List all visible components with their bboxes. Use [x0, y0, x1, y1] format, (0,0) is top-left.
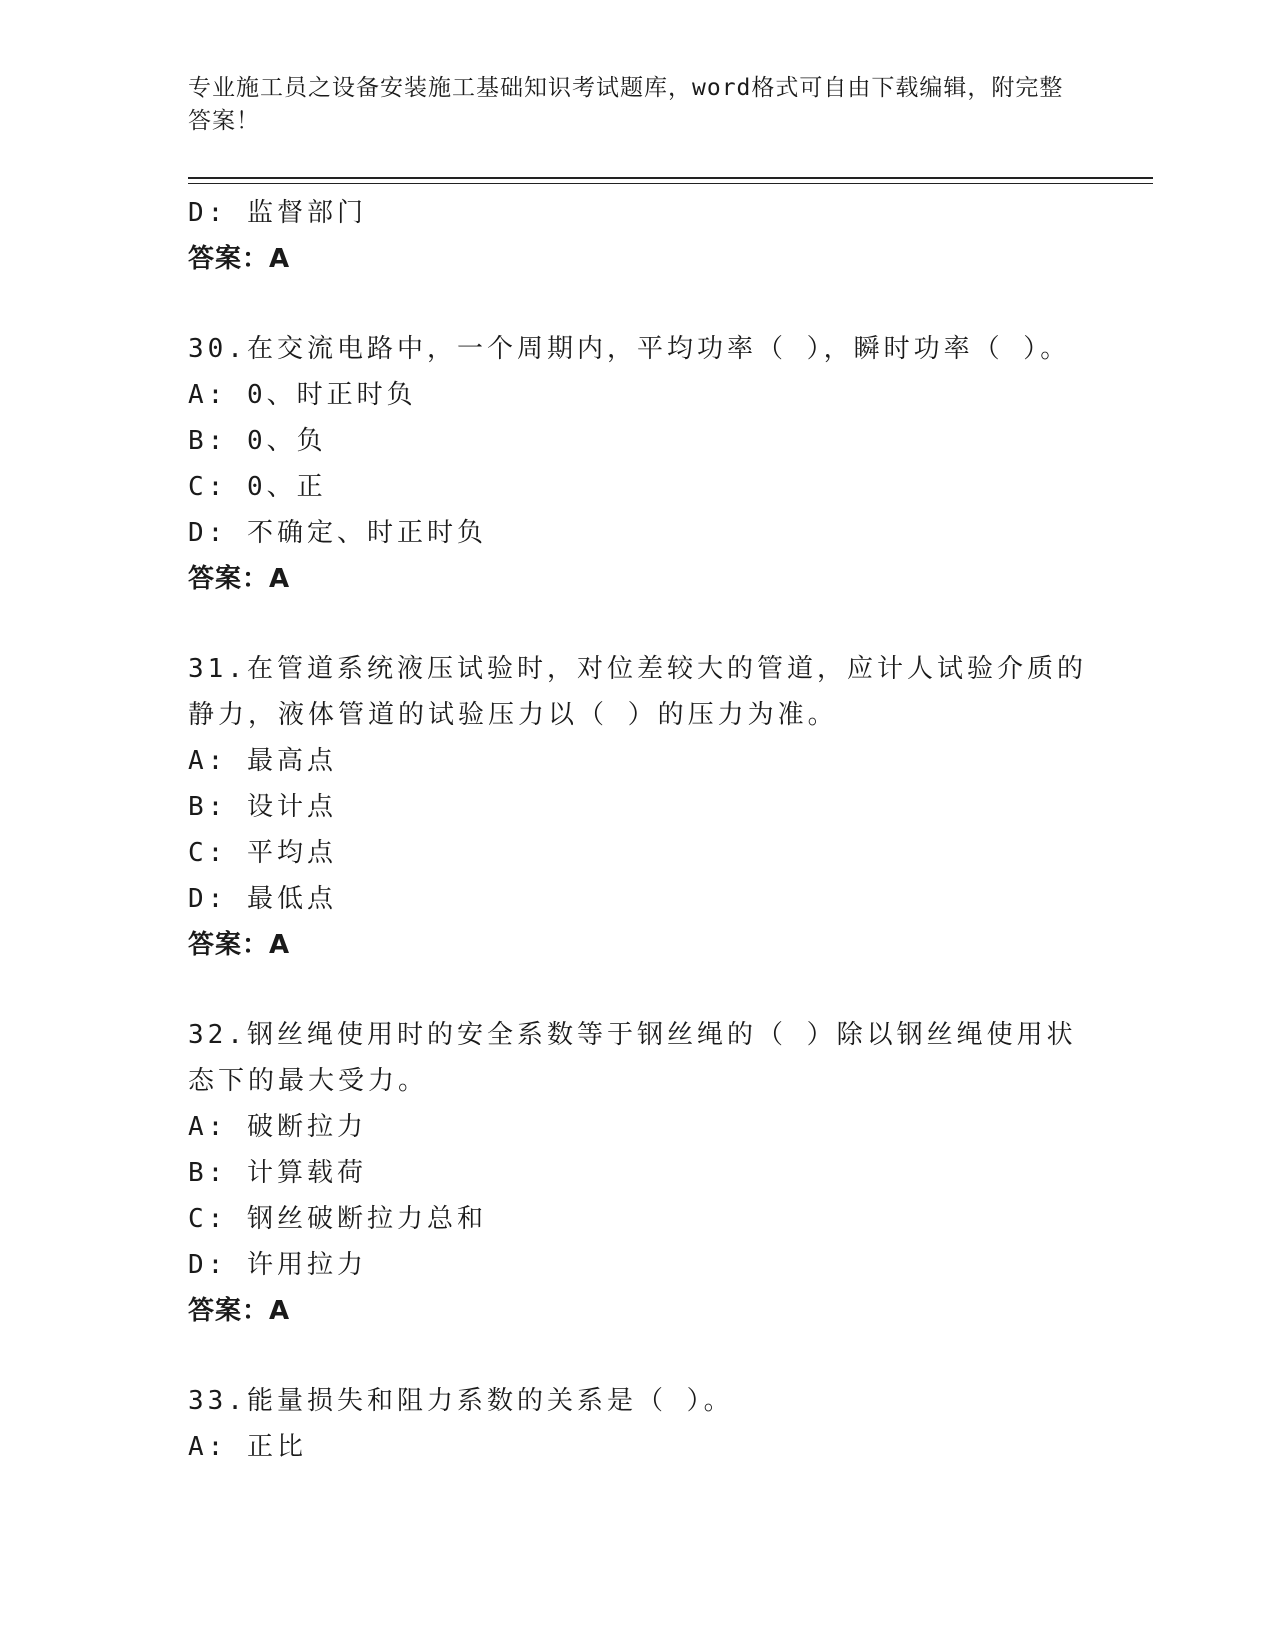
question-stem: 31.在管道系统液压试验时，对位差较大的管道，应计人试验介质的静力，液体管道的试验压力以（ ）的压力为准。 — [188, 654, 1087, 730]
option-b: B: 0、负 — [188, 426, 327, 456]
option-d: D: 最低点 — [188, 884, 337, 914]
option-d: D: 监督部门 — [188, 198, 367, 228]
header-rule-thick — [188, 177, 1153, 179]
option-d: D: 不确定、时正时负 — [188, 518, 487, 548]
option-b: B: 计算载荷 — [188, 1158, 367, 1188]
question-content — [188, 190, 1088, 1470]
option-b: B: 设计点 — [188, 792, 337, 822]
question-33 — [188, 1378, 1088, 1470]
answer: 答案：A — [188, 1296, 291, 1326]
question-stem: 33.能量损失和阻力系数的关系是（ ）。 — [188, 1386, 734, 1416]
question-stem: 30.在交流电路中，一个周期内，平均功率（ ），瞬时功率（ ）。 — [188, 334, 1071, 364]
option-d: D: 许用拉力 — [188, 1250, 367, 1280]
option-a: A: 破断拉力 — [188, 1112, 367, 1142]
question-stem: 32.钢丝绳使用时的安全系数等于钢丝绳的（ ）除以钢丝绳使用状态下的最大受力。 — [188, 1020, 1077, 1096]
option-a: A: 最高点 — [188, 746, 337, 776]
question-30 — [188, 326, 1088, 602]
header-rule-thin — [188, 183, 1153, 184]
option-a: A: 0、时正时负 — [188, 380, 417, 410]
question-31 — [188, 646, 1088, 968]
option-c: C: 钢丝破断拉力总和 — [188, 1204, 487, 1234]
document-header: 专业施工员之设备安装施工基础知识考试题库，word格式可自由下载编辑，附完整答案！ — [188, 75, 1064, 134]
option-a: A: 正比 — [188, 1432, 307, 1462]
spacer — [188, 968, 1088, 1012]
answer: 答案：A — [188, 930, 291, 960]
spacer — [188, 1334, 1088, 1378]
question-32 — [188, 1012, 1088, 1334]
answer: 答案：A — [188, 564, 291, 594]
option-c: C: 0、正 — [188, 472, 327, 502]
spacer — [188, 602, 1088, 646]
answer: 答案：A — [188, 244, 291, 274]
option-c: C: 平均点 — [188, 838, 337, 868]
spacer — [188, 282, 1088, 326]
